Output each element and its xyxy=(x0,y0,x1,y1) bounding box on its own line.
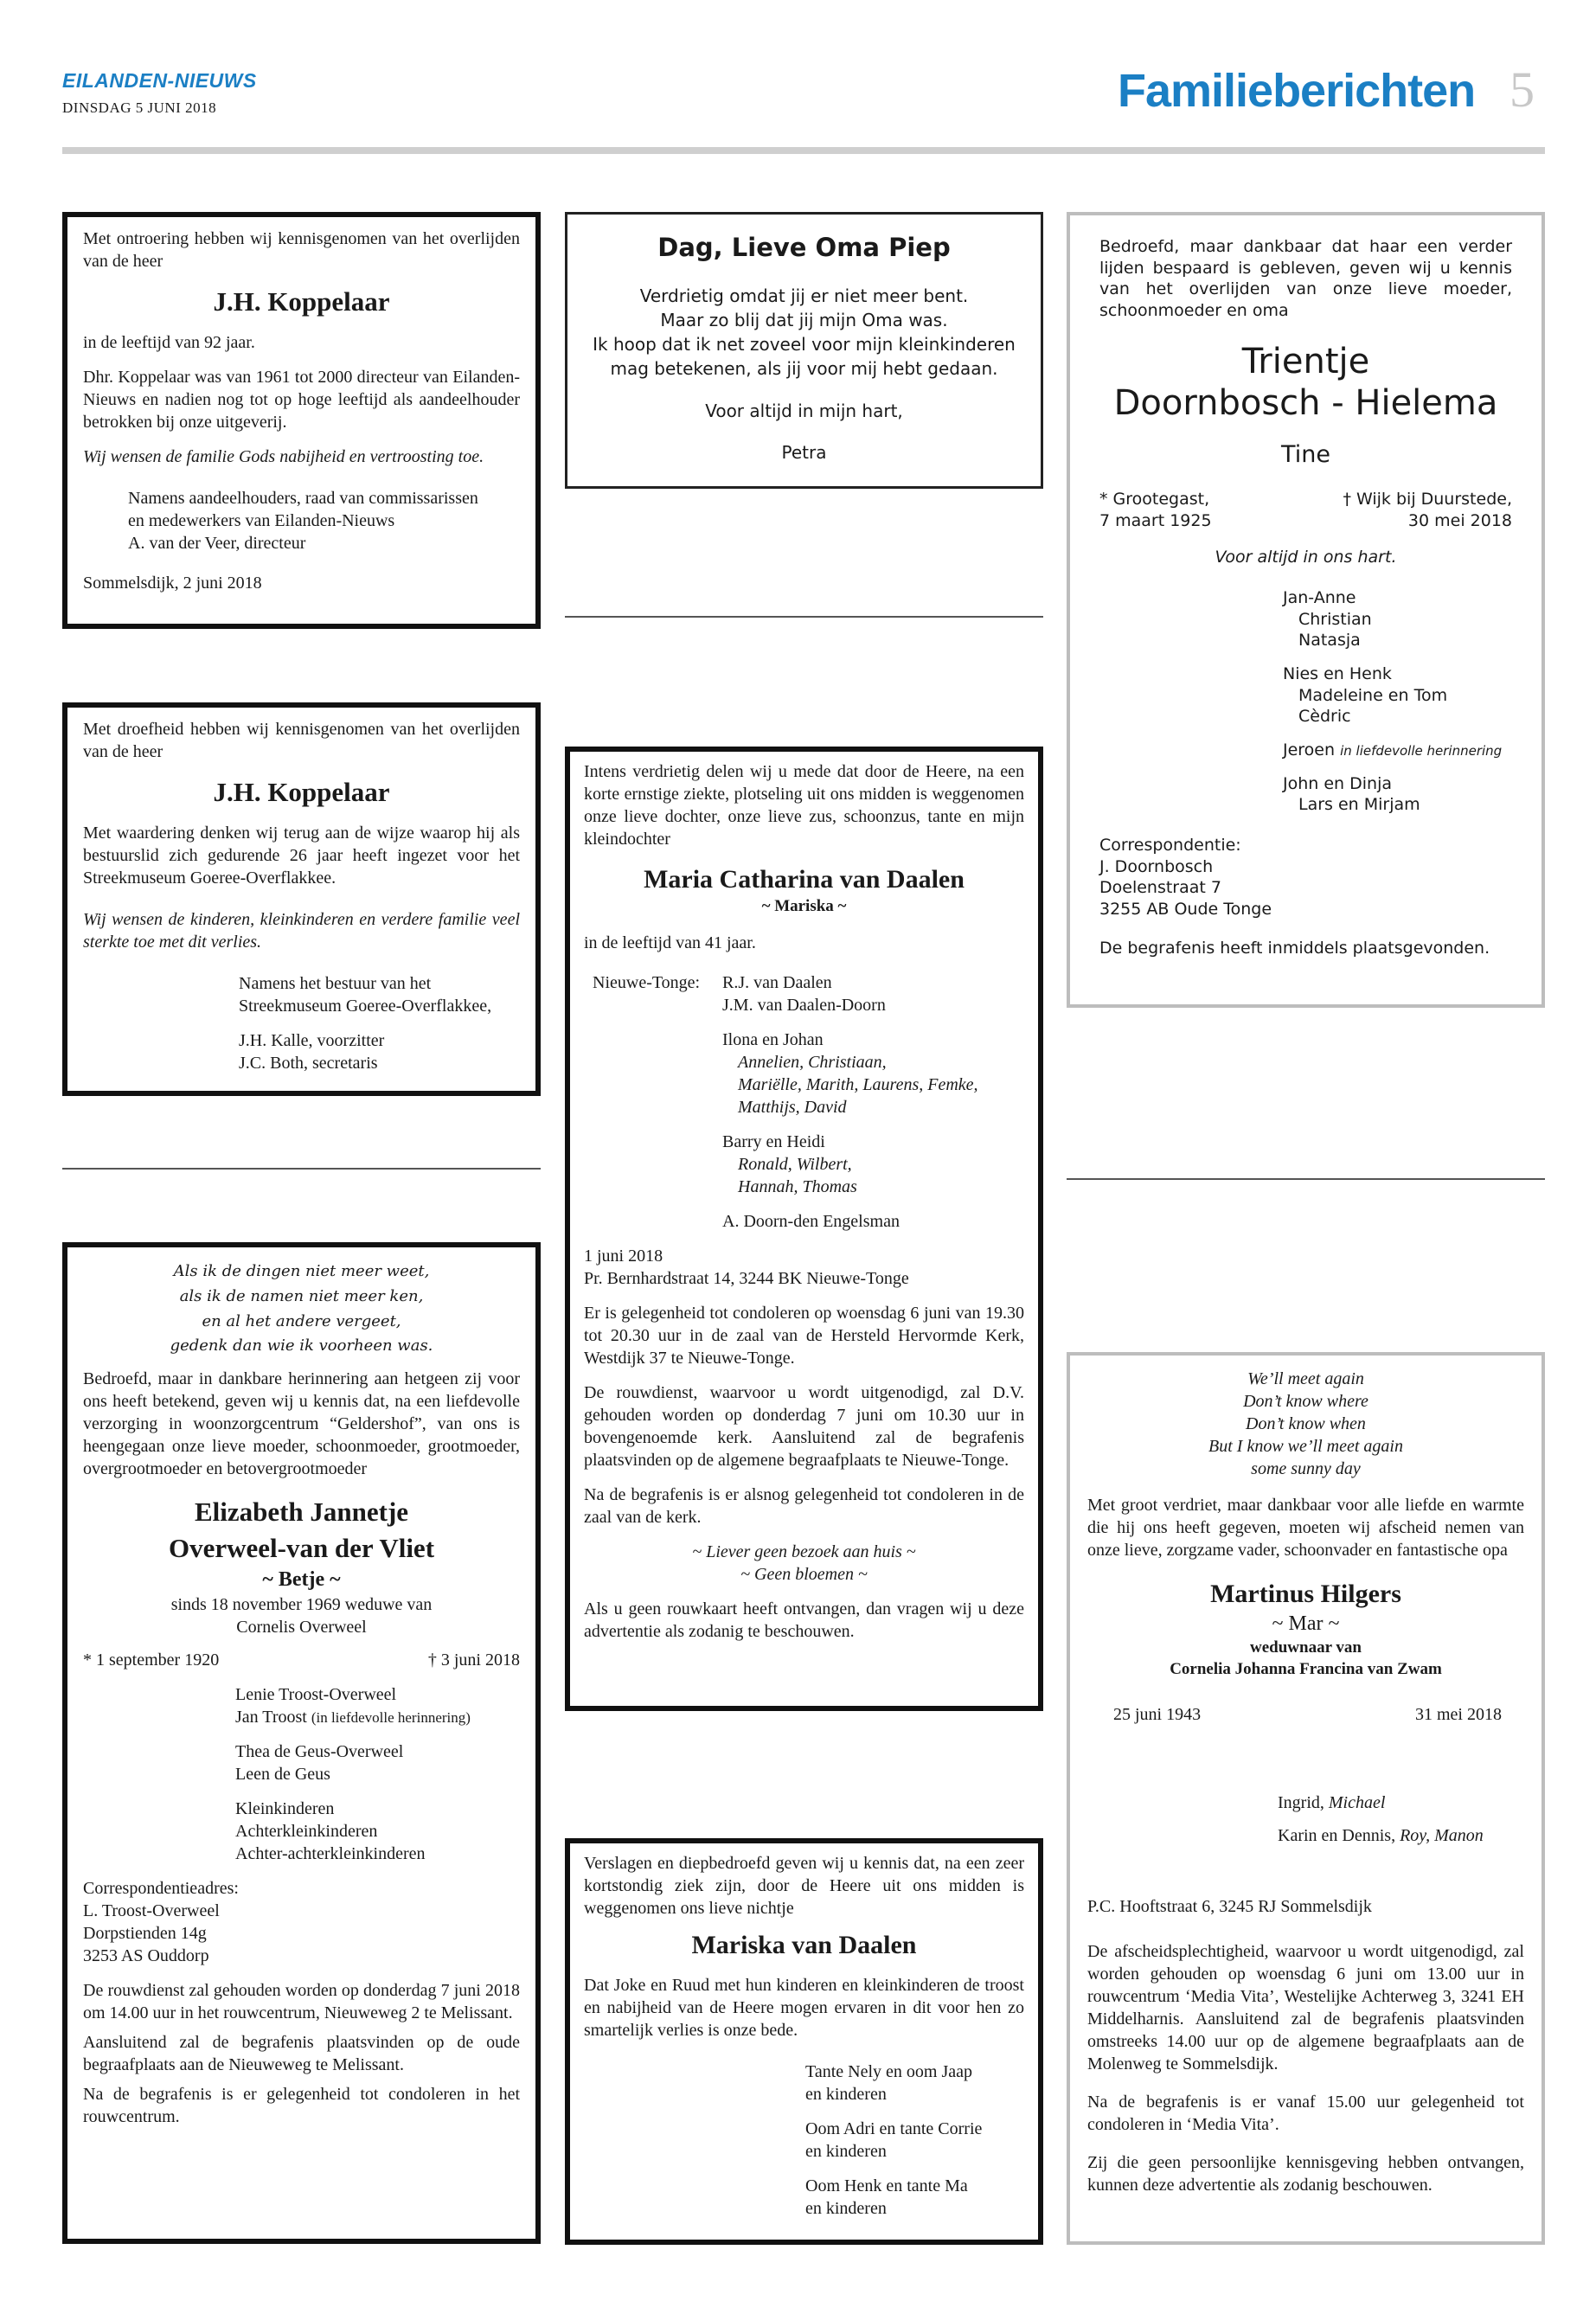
condolence-info: Na de begrafenis is er gelegenheid tot condoleren in het rouwcentrum. xyxy=(83,2085,520,2127)
signature-line: Namens het bestuur van het xyxy=(239,974,432,994)
notice-mariska-van-daalen xyxy=(565,1838,1043,2245)
mourner: Barry en Heidi xyxy=(722,1131,825,1151)
condolence-info: Er is gelegenheid tot condoleren op woensdag 6 juni van 19.30 tot 20.30 uur in de zaal van de Hersteld Hervormde Kerk, Westdijk 37 te Nieuwe-Tonge. xyxy=(584,1303,1024,1368)
notice-doornbosch-hielema xyxy=(1067,212,1545,1008)
mourner-note: (in liefdevolle herinnering) xyxy=(311,1709,471,1727)
mourner-children: Hannah, Thomas xyxy=(738,1176,857,1196)
age-line: in de leeftijd van 92 jaar. xyxy=(83,333,255,353)
deceased-name xyxy=(83,1494,520,1567)
mourner-children: Matthijs, David xyxy=(738,1097,847,1117)
nickname: Tine xyxy=(1281,440,1330,468)
mourner-children: Ronald, Wilbert, xyxy=(738,1154,852,1174)
signature-line: Namens aandeelhouders, raad van commissarissen xyxy=(128,489,478,509)
mourner: Kleinkinderen xyxy=(235,1799,335,1819)
page-number: 5 xyxy=(1509,61,1535,118)
notice-wish: Wij wensen de familie Gods nabijheid en vertroosting toe. xyxy=(83,447,484,467)
correspondence-line: Dorpstienden 14g xyxy=(83,1924,207,1944)
birth-place: * Grootegast, xyxy=(1099,489,1210,509)
mourner-children: Roy, Manon xyxy=(1400,1825,1484,1845)
mourner: Nies en Henk xyxy=(1283,663,1392,683)
mourner: Ilona en Johan xyxy=(722,1029,824,1049)
notice-intro: Bedroefd, maar dankbaar dat haar een verder lijden bespaard is gebleven, geven wij u kennis van het overlijden van onze lieve moeder, schoonmoeder en oma xyxy=(1099,237,1512,321)
notice-overweel xyxy=(62,1242,541,2244)
mourner: Cèdric xyxy=(1298,707,1351,727)
deceased-name xyxy=(1099,341,1512,424)
mourner: en kinderen xyxy=(805,2199,887,2218)
mourner: Karin en Dennis, xyxy=(1278,1825,1396,1845)
correspondence-line: Doelenstraat 7 xyxy=(1099,878,1221,898)
name-line: Doornbosch - Hielema xyxy=(1113,382,1498,423)
mourner: Achter-achterkleinkinderen xyxy=(235,1844,426,1864)
service-info: De rouwdienst zal gehouden worden op donderdag 7 juni 2018 om 14.00 uur in het rouwcentrum, Nieuweweg 2 te Melissant. xyxy=(83,1981,520,2023)
notice-intro: Bedroefd, maar in dankbare herinnering aan hetgeen zij voor ons heeft betekend, geven wij u kennis dat, na een liefdevolle verzorging in woonzorgcentrum “Geldershof”, van ons is heengegaan onze lieve moeder, schoonmoeder, grootmoeder, overgrootmoeder en betovergrootmoeder xyxy=(83,1369,520,1479)
notice-title: Dag, Lieve Oma Piep xyxy=(657,233,951,262)
poem-line: als ik de namen niet meer ken, xyxy=(179,1286,424,1305)
column-divider xyxy=(62,1168,541,1170)
deceased-name: Mariska van Daalen xyxy=(691,1931,917,1959)
poem xyxy=(1087,1368,1524,1480)
section-title: Familieberichten xyxy=(1118,65,1476,117)
notice-intro: Met droefheid hebben wij kennisgenomen van het overlijden van de heer xyxy=(83,720,520,761)
correspondence-line: 3253 AS Ouddorp xyxy=(83,1946,209,1966)
mourner: Madeleine en Tom xyxy=(1298,685,1448,705)
signature-line: J.C. Both, secretaris xyxy=(239,1054,378,1074)
poem-line: Ik hoop dat ik net zoveel voor mijn kleinkinderen xyxy=(593,333,1016,355)
death-date: † 3 juni 2018 xyxy=(427,1650,520,1670)
poem-line: We’ll meet again xyxy=(1247,1369,1364,1388)
poem-line: mag betekenen, als jij voor mij hebt gedaan. xyxy=(610,357,998,379)
correspondence-line: J. Doornbosch xyxy=(1099,856,1214,876)
home-address: Pr. Bernhardstraat 14, 3244 BK Nieuwe-Tonge xyxy=(584,1268,909,1288)
widower-line: weduwnaar van xyxy=(1250,1638,1362,1657)
mourner-note: in liefdevolle herinnering xyxy=(1340,743,1503,760)
signature-line: A. van der Veer, directeur xyxy=(128,534,306,554)
death-date: 31 mei 2018 xyxy=(1415,1704,1502,1724)
poem-line: Don’t know where xyxy=(1243,1392,1368,1411)
mourner: J.M. van Daalen-Doorn xyxy=(722,995,886,1015)
mourner: R.J. van Daalen xyxy=(722,972,832,992)
signature-line: Streekmuseum Goeree-Overflakkee, xyxy=(239,997,492,1016)
column-divider xyxy=(1067,1178,1545,1180)
notice-maria-van-daalen xyxy=(565,747,1043,1711)
widow-line: sinds 18 november 1969 weduwe van xyxy=(170,1595,433,1615)
mourner: Jeroen xyxy=(1283,740,1336,760)
request-line: ~ Geen bloemen ~ xyxy=(740,1564,868,1584)
mourner: Ingrid, xyxy=(1278,1792,1324,1812)
request-line: ~ Liever geen bezoek aan huis ~ xyxy=(692,1541,916,1561)
spouse-name: Cornelia Johanna Francina van Zwam xyxy=(1170,1659,1442,1678)
condolence-info: Na de begrafenis is er vanaf 15.00 uur gelegenheid tot condoleren in ‘Media Vita’. xyxy=(1087,2092,1524,2134)
mourner-partner: Michael xyxy=(1328,1792,1386,1812)
mourner: John en Dinja xyxy=(1283,773,1392,793)
heart-line: Voor altijd in ons hart. xyxy=(1215,548,1397,567)
mourner: Christian xyxy=(1298,609,1372,629)
notice-intro: Met ontroering hebben wij kennisgenomen van het overlijden van de heer xyxy=(83,229,520,271)
correspondence-label: Correspondentieadres: xyxy=(83,1879,239,1899)
mourner: A. Doorn-den Engelsman xyxy=(722,1211,900,1231)
nickname: ~ Betje ~ xyxy=(262,1567,341,1591)
after-burial-info: Na de begrafenis is er alsnog gelegenheid tot condoleren in de zaal van de kerk. xyxy=(584,1484,1024,1527)
mourner: Oom Adri en tante Corrie xyxy=(805,2119,983,2138)
nickname: ~ Mar ~ xyxy=(1272,1612,1340,1635)
poem-line: Don’t know when xyxy=(1246,1414,1366,1433)
mourner: en kinderen xyxy=(805,2085,887,2104)
signature-line: J.H. Kalle, voorzitter xyxy=(239,1031,385,1051)
correspondence-line: L. Troost-Overweel xyxy=(83,1901,220,1921)
poem-line: Als ik de dingen niet meer weet, xyxy=(173,1262,430,1280)
card-notice: Zij die geen persoonlijke kennisgeving hebben ontvangen, kunnen deze advertentie als zodanig beschouwen. xyxy=(1087,2152,1524,2195)
mourner-children: Annelien, Christiaan, xyxy=(738,1052,887,1072)
age-line: in de leeftijd van 41 jaar. xyxy=(584,933,756,952)
place-label: Nieuwe-Tonge: xyxy=(593,972,701,992)
home-address: P.C. Hooftstraat 6, 3245 RJ Sommelsdijk xyxy=(1087,1896,1372,1916)
notice-body: Met waardering denken wij terug aan de wijze waarop hij als bestuurslid zich gedurende 26 jaar heeft ingezet voor het Streekmuseum Goeree-Overflakkee. xyxy=(83,824,520,888)
deceased-name: J.H. Koppelaar xyxy=(213,777,390,807)
service-info: De afscheidsplechtigheid, waarvoor u wordt uitgenodigd, zal worden gehouden op woensdag 6 juni om 13.00 uur in rouwcentrum ‘Media Vita’, Westelijke Achterweg 3, 3241 EH Middelharnis. Aansluitend zal de begrafenis plaatsvinden omstreeks 14.00 uur op de algemene begraafplaats aan de Molenweg te Sommelsdijk. xyxy=(1087,1941,1524,2073)
column-divider xyxy=(565,616,1043,618)
mourner: Jan Troost xyxy=(235,1708,307,1727)
closing-line: Voor altijd in mijn hart, xyxy=(705,400,903,421)
signature-line: en medewerkers van Eilanden-Nieuws xyxy=(128,511,395,531)
name-line: Overweel-van der Vliet xyxy=(168,1533,435,1564)
birth-date: 7 maart 1925 xyxy=(1099,510,1212,530)
deceased-name: Martinus Hilgers xyxy=(1210,1580,1401,1608)
notice-date: 1 juni 2018 xyxy=(584,1246,663,1266)
mourner: en kinderen xyxy=(805,2142,887,2161)
poem-line: en al het andere vergeet, xyxy=(202,1311,401,1330)
name-line: Elizabeth Jannetje xyxy=(194,1497,409,1528)
widow-line: Cornelis Overweel xyxy=(236,1618,367,1638)
birth-date: 25 juni 1943 xyxy=(1113,1704,1202,1724)
name-line: Trientje xyxy=(1241,341,1370,381)
deceased-name: J.H. Koppelaar xyxy=(213,286,390,317)
notice-body: Dhr. Koppelaar was van 1961 tot 2000 directeur van Eilanden-Nieuws en nadien nog tot op hoge leeftijd als aandeelhouder betrokken bij onze uitgeverij. xyxy=(83,368,520,433)
notice-koppelaar-streekmuseum xyxy=(62,702,541,1096)
mourner: Lenie Troost-Overweel xyxy=(235,1685,397,1705)
poem-line: some sunny day xyxy=(1251,1459,1361,1478)
signature: Petra xyxy=(781,441,827,463)
death-date: 30 mei 2018 xyxy=(1407,510,1512,530)
burial-done: De begrafenis heeft inmiddels plaatsgevonden. xyxy=(1099,938,1490,958)
correspondence-label: Correspondentie: xyxy=(1099,836,1241,856)
nickname: ~ Mariska ~ xyxy=(761,897,847,915)
poem xyxy=(83,1259,520,1359)
mourner: Lars en Mirjam xyxy=(1298,795,1420,815)
death-place: † Wijk bij Duurstede, xyxy=(1343,489,1512,509)
mourner-children: Mariëlle, Marith, Laurens, Femke, xyxy=(738,1074,978,1094)
notice-wish: Wij wensen de kinderen, kleinkinderen en verdere familie veel sterkte toe met dit verlies. xyxy=(83,910,520,952)
dateline: DINSDAG 5 JUNI 2018 xyxy=(62,99,217,116)
mourner: Oom Henk en tante Ma xyxy=(805,2176,968,2195)
correspondence-line: 3255 AB Oude Tonge xyxy=(1099,900,1272,920)
notice-intro: Intens verdrietig delen wij u mede dat door de Heere, na een korte ernstige ziekte, plotseling uit ons midden is weggenomen onze lieve dochter, onze lieve zus, schoonzus, tante en mijn kleindochter xyxy=(584,762,1024,849)
notice-oma-piep xyxy=(565,212,1043,489)
card-notice: Als u geen rouwkaart heeft ontvangen, dan vragen wij u deze advertentie als zodanig te beschouwen. xyxy=(584,1599,1024,1641)
notice-body: Dat Joke en Ruud met hun kinderen en kleinkinderen de troost en nabijheid van de Heere mogen ervaren in dit voor hen zo smartelijk verlies is onze bede. xyxy=(584,1976,1024,2040)
poem-line: But I know we’ll meet again xyxy=(1208,1437,1403,1456)
mourner: Natasja xyxy=(1298,631,1361,651)
notice-intro: Verslagen en diepbedroefd geven wij u kennis dat, na een zeer kortstondig ziek zijn, door de Heere uit ons midden is weggenomen ons lieve nichtje xyxy=(584,1854,1024,1918)
masthead-logo: EILANDEN-NIEUWS xyxy=(62,69,257,92)
mourner: Leen de Geus xyxy=(235,1765,330,1785)
service-info: De rouwdienst, waarvoor u wordt uitgenodigd, zal D.V. gehouden worden op donderdag 7 juni om 10.30 uur in bovengenoemde kerk. Aansluitend zal de begrafenis plaatsvinden op de algemene begraafplaats te Nieuwe-Tonge. xyxy=(584,1382,1024,1470)
poem-line: Maar zo blij dat jij mijn Oma was. xyxy=(660,309,948,330)
notice-hilgers xyxy=(1067,1352,1545,2245)
mourner: Achterkleinkinderen xyxy=(235,1822,378,1842)
header-rule xyxy=(62,147,1545,154)
poem-line: Verdrietig omdat jij er niet meer bent. xyxy=(639,285,969,306)
burial-info: Aansluitend zal de begrafenis plaatsvinden op de oude begraafplaats aan de Nieuweweg te Melissant. xyxy=(83,2033,520,2075)
notice-intro: Met groot verdriet, maar dankbaar voor alle liefde en warmte die hij ons heeft gegeven, moeten wij afscheid nemen van onze lieve, zorgzame vader, schoonvader en fantastische opa xyxy=(1087,1496,1524,1560)
notice-koppelaar-eilanden-nieuws xyxy=(62,212,541,629)
mourner: Tante Nely en oom Jaap xyxy=(805,2062,972,2081)
birth-date: * 1 september 1920 xyxy=(83,1650,220,1670)
place-date: Sommelsdijk, 2 juni 2018 xyxy=(83,574,262,593)
mourner: Thea de Geus-Overweel xyxy=(235,1742,404,1762)
poem-line: gedenk dan wie ik voorheen was. xyxy=(170,1336,433,1356)
mourner: Jan-Anne xyxy=(1283,587,1356,607)
deceased-name: Maria Catharina van Daalen xyxy=(644,865,965,894)
